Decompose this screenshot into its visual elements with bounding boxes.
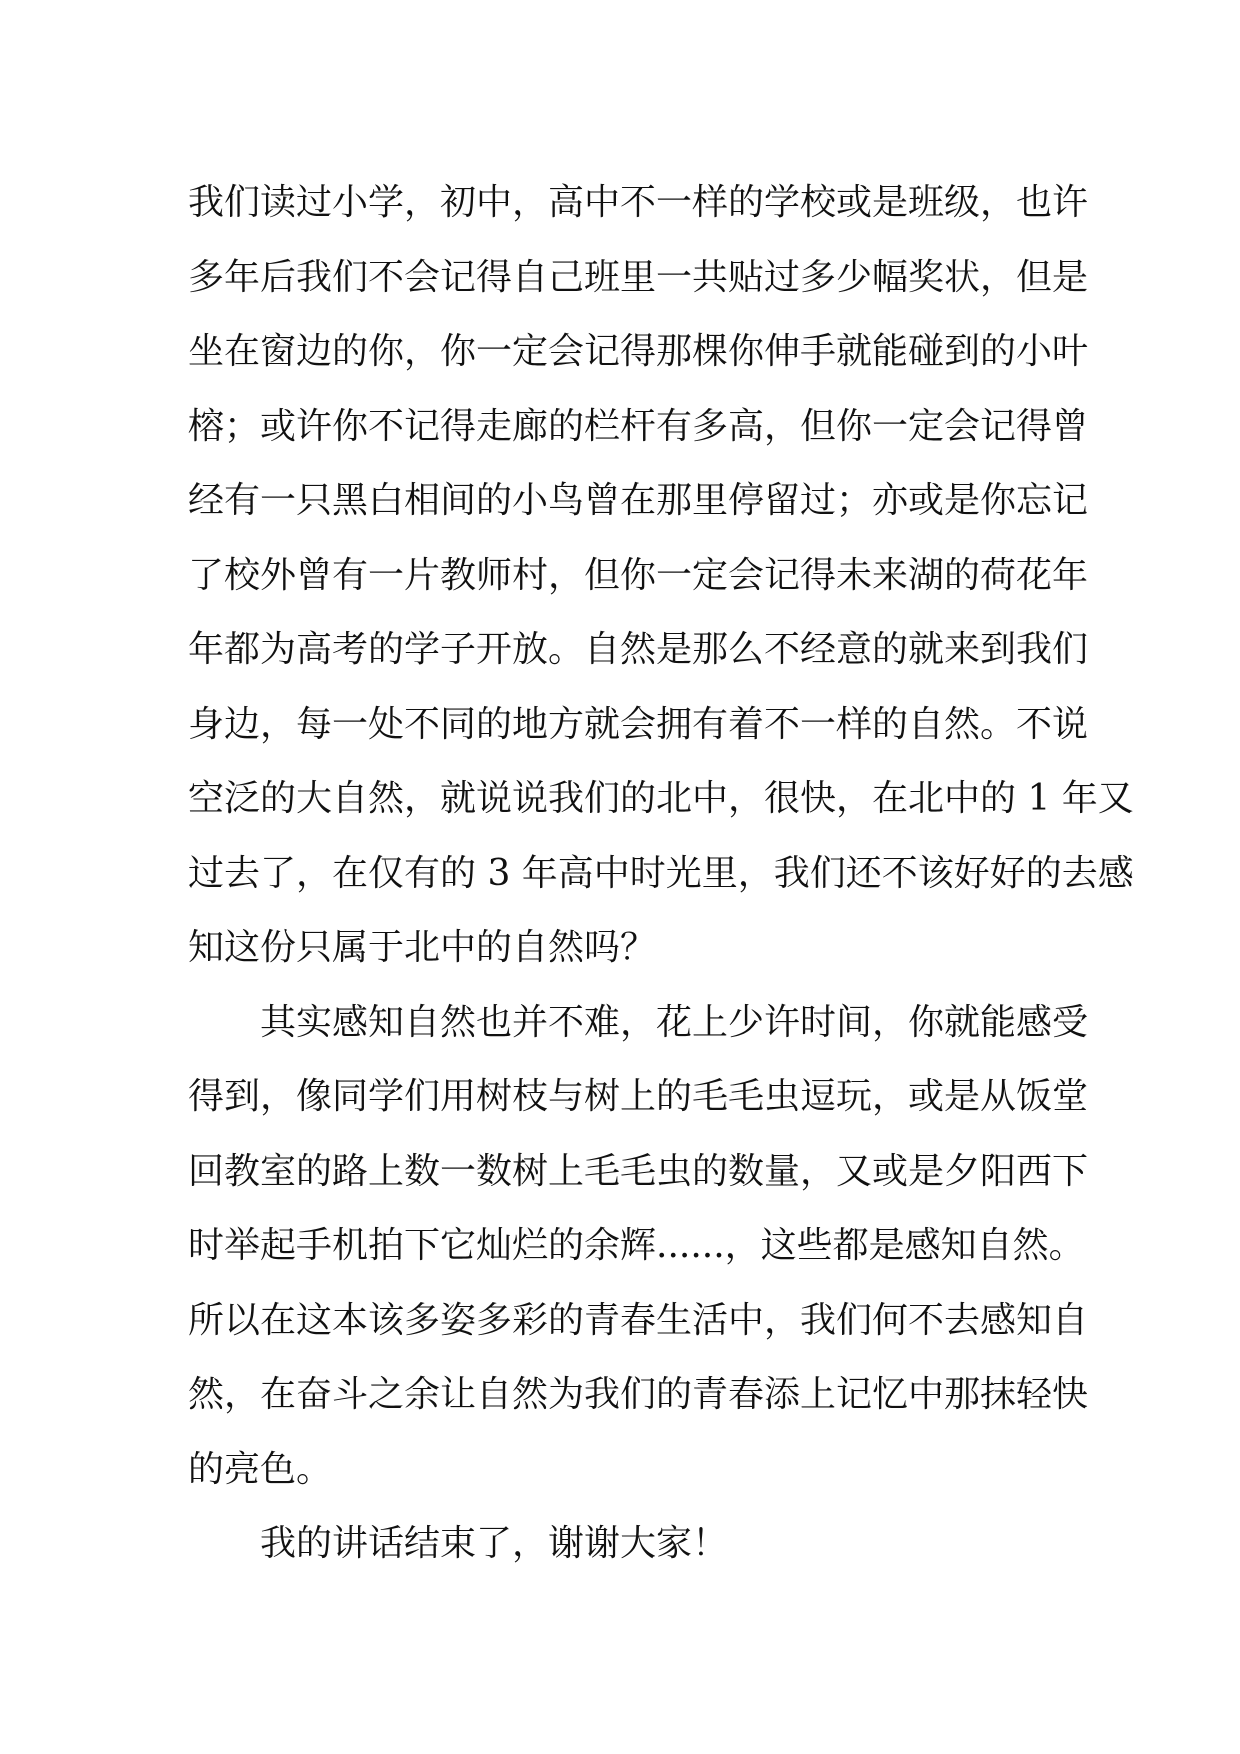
- closing-line: 我的讲话结束了，谢谢大家！: [260, 1523, 729, 1564]
- text-line: 空泛的大自然，就说说我们的北中，很快，在北中的 1 年又: [188, 778, 1134, 819]
- paragraph-1: [188, 166, 1134, 986]
- text-line: 其实感知自然也并不难，花上少许时间，你就能感受: [260, 1001, 1089, 1043]
- text-line: 时举起手机拍下它灿烂的余辉......，这些都是感知自然。: [188, 1225, 1085, 1266]
- text-line: 我们读过小学，初中，高中不一样的学校或是班级，也许: [188, 182, 1089, 223]
- text-line: 回教室的路上数一数树上毛毛虫的数量，又或是夕阳西下: [188, 1150, 1089, 1192]
- text-line: 的亮色。: [188, 1448, 333, 1490]
- text-line: 所以在这本该多姿多彩的青春生活中，我们何不去感知自: [188, 1299, 1089, 1341]
- text-line: 经有一只黑白相间的小鸟曾在那里停留过；亦或是你忘记: [188, 480, 1089, 521]
- text-line: 身边，每一处不同的地方就会拥有着不一样的自然。不说: [188, 703, 1089, 745]
- text-line: 坐在窗边的你，你一定会记得那棵你伸手就能碰到的小叶: [188, 331, 1089, 372]
- text-line: 了校外曾有一片教师村，但你一定会记得未来湖的荷花年: [188, 554, 1089, 596]
- text-line: 过去了，在仅有的 3 年高中时光里，我们还不该好好的去感: [188, 852, 1134, 894]
- text-line: 多年后我们不会记得自己班里一共贴过多少幅奖状，但是: [188, 256, 1089, 298]
- document-body: [188, 166, 1134, 1582]
- text-line: 年都为高考的学子开放。自然是那么不经意的就来到我们: [188, 629, 1089, 670]
- text-line: 得到，像同学们用树枝与树上的毛毛虫逗玩，或是从饭堂: [188, 1076, 1089, 1117]
- text-line: 榕；或许你不记得走廊的栏杆有多高，但你一定会记得曾: [188, 405, 1089, 447]
- paragraph-3: [188, 1507, 1068, 1582]
- paragraph-2: [188, 986, 1089, 1508]
- text-line: 然，在奋斗之余让自然为我们的青春添上记忆中那抹轻快: [188, 1374, 1089, 1415]
- text-line: 知这份只属于北中的自然吗？: [188, 927, 657, 968]
